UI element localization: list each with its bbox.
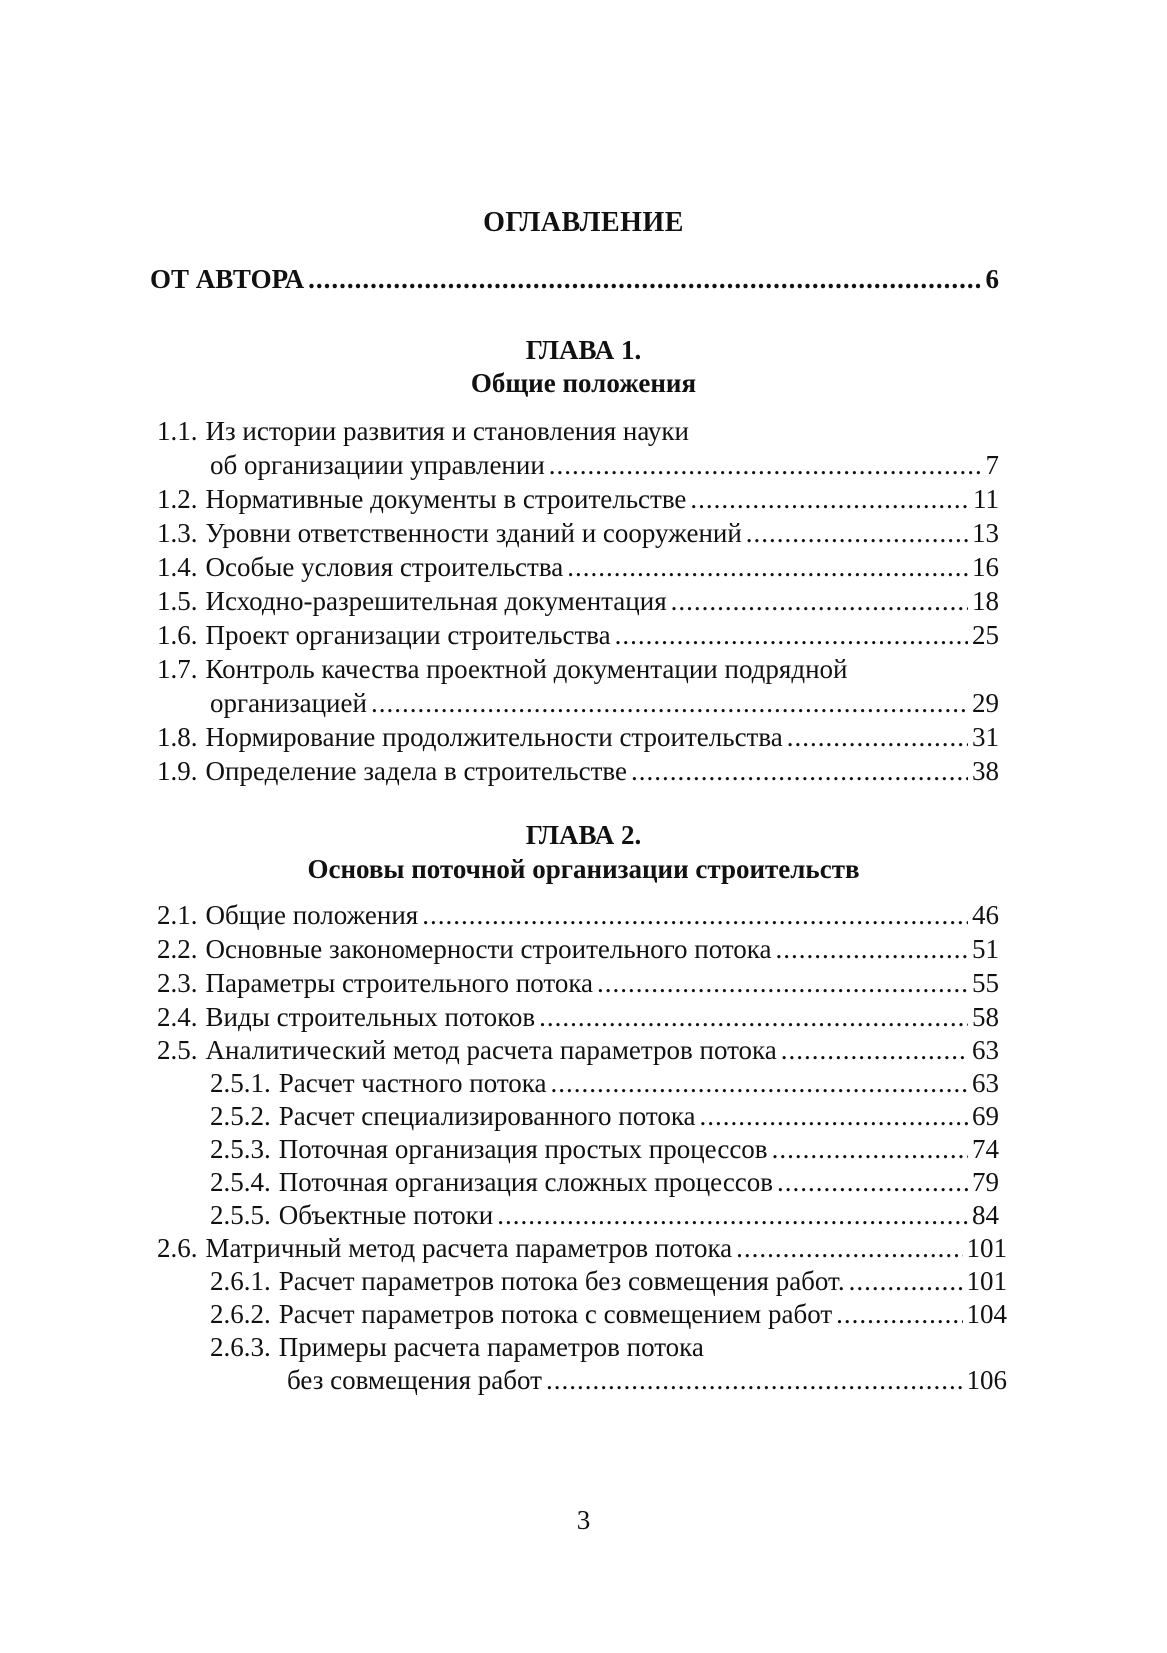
entry-text: Расчет специализированного потока: [278, 1101, 696, 1131]
dot-leader: [546, 1363, 963, 1397]
chapter-1-subtitle: Общие положения: [470, 368, 697, 398]
entry-number: 1.9.: [157, 756, 198, 786]
entry-text: Нормативные документы в строительстве: [205, 484, 687, 514]
dot-leader: [736, 1231, 962, 1265]
entry-number: 1.4.: [157, 552, 198, 582]
entry-text: Примеры расчета параметров потока: [278, 1332, 704, 1362]
toc-entry-1-7[interactable]: [157, 652, 999, 686]
entry-text: Виды строительных потоков: [205, 1002, 536, 1032]
entry-text: Аналитический метод расчета параметров потока: [205, 1035, 777, 1065]
entry-page: 58: [972, 1002, 999, 1032]
dot-leader: [497, 1198, 968, 1232]
entry-text: Параметры строительного потока: [205, 968, 594, 998]
toc-entry-2-5-3[interactable]: [210, 1132, 999, 1166]
entry-number: 2.6.: [157, 1233, 198, 1263]
entry-text: Проект организации строительства: [205, 620, 611, 650]
dot-leader: [597, 966, 968, 1000]
toc-entry-2-6-1[interactable]: [210, 1264, 1007, 1298]
entry-text: Уровни ответственности зданий и сооружений: [205, 518, 742, 548]
dot-leader: [836, 1297, 962, 1331]
toc-entry-2-6-3-cont[interactable]: [287, 1363, 1007, 1397]
entry-page: 18: [972, 586, 999, 616]
toc-entry-2-2[interactable]: [157, 932, 999, 966]
toc-entry-2-6[interactable]: [157, 1231, 1007, 1265]
toc-entry-1-1[interactable]: [157, 414, 999, 448]
entry-page: 46: [972, 900, 999, 930]
entry-text: Матричный метод расчета параметров потока: [205, 1233, 733, 1263]
dot-leader: [781, 1033, 968, 1067]
dot-leader: [772, 1132, 968, 1166]
toc-title: ОГЛАВЛЕНИЕ: [483, 207, 684, 238]
dot-leader: [700, 1099, 968, 1133]
entry-number: 1.1.: [157, 416, 198, 446]
entry-number: 2.5.1.: [210, 1068, 271, 1098]
toc-entry-1-7-cont[interactable]: [210, 686, 999, 720]
toc-entry-1-4[interactable]: [157, 550, 999, 584]
dot-leader: [549, 448, 982, 482]
entry-page: 51: [972, 934, 999, 964]
entry-page: 69: [972, 1101, 999, 1131]
entry-text: Нормирование продолжительности строительства: [205, 722, 783, 752]
entry-text: Контроль качества проектной документации подрядной: [205, 654, 848, 684]
dot-leader: [849, 1264, 963, 1298]
toc-entry-2-5-1[interactable]: [210, 1066, 999, 1100]
entry-number: 2.4.: [157, 1002, 198, 1032]
toc-entry-2-6-3[interactable]: [210, 1330, 1007, 1364]
entry-text: ОТ АВТОРА: [150, 264, 305, 294]
dot-leader: [422, 898, 968, 932]
toc-entry-2-5-4[interactable]: [210, 1165, 999, 1199]
toc-entry-1-8[interactable]: [157, 720, 999, 754]
entry-page: 106: [966, 1365, 1007, 1395]
dot-leader: [615, 618, 968, 652]
page-number: 3: [576, 1505, 591, 1535]
dot-leader: [550, 1066, 968, 1100]
dot-leader: [777, 1165, 968, 1199]
entry-page: 7: [985, 450, 999, 480]
entry-text: Расчет параметров потока с совмещением работ: [278, 1299, 833, 1329]
entry-text: Особые условия строительства: [205, 552, 564, 582]
dot-leader: [371, 686, 968, 720]
toc-entry-1-6[interactable]: [157, 618, 999, 652]
entry-number: 2.1.: [157, 900, 198, 930]
entry-number: 2.5.2.: [210, 1101, 271, 1131]
toc-entry-1-5[interactable]: [157, 584, 999, 618]
entry-text: Поточная организация простых процессов: [278, 1134, 768, 1164]
dot-leader: [631, 754, 968, 788]
entry-page: 38: [972, 756, 999, 786]
entry-text: Поточная организация сложных процессов: [278, 1167, 774, 1197]
entry-number: 1.2.: [157, 484, 198, 514]
entry-page: 31: [972, 722, 999, 752]
dot-leader: [308, 262, 981, 296]
toc-entry-2-1[interactable]: [157, 898, 999, 932]
dot-leader: [690, 482, 969, 516]
entry-text: организацией: [210, 688, 367, 718]
entry-page: 13: [972, 518, 999, 548]
entry-number: 2.3.: [157, 968, 198, 998]
entry-page: 11: [973, 484, 999, 514]
entry-number: 2.6.3.: [210, 1332, 271, 1362]
entry-number: 1.3.: [157, 518, 198, 548]
entry-page: 63: [972, 1068, 999, 1098]
entry-page: 79: [972, 1167, 999, 1197]
entry-number: 2.6.1.: [210, 1266, 271, 1296]
entry-page: 84: [972, 1200, 999, 1230]
dot-leader: [787, 720, 968, 754]
entry-page: 55: [972, 968, 999, 998]
entry-page: 25: [972, 620, 999, 650]
toc-entry-1-3[interactable]: [157, 516, 999, 550]
toc-entry-2-6-2[interactable]: [210, 1297, 1007, 1331]
dot-leader: [775, 932, 968, 966]
entry-number: 1.5.: [157, 586, 198, 616]
entry-text: Основные закономерности строительного потока: [205, 934, 772, 964]
entry-page: 16: [972, 552, 999, 582]
toc-entry-1-2[interactable]: [157, 482, 999, 516]
dot-leader: [671, 584, 968, 618]
toc-entry-2-5[interactable]: [157, 1033, 999, 1067]
entry-number: 2.5.3.: [210, 1134, 271, 1164]
entry-number: 2.5.5.: [210, 1200, 271, 1230]
toc-entry-2-4[interactable]: [157, 1000, 999, 1034]
entry-text: без совмещения работ: [287, 1365, 542, 1395]
entry-text: Определение задела в строительстве: [205, 756, 627, 786]
toc-entry-1-1-cont[interactable]: [210, 448, 999, 482]
entry-text: Объектные потоки: [278, 1200, 494, 1230]
chapter-1-heading: ГЛАВА 1.: [525, 335, 642, 365]
entry-text: Из истории развития и становления науки: [205, 416, 689, 446]
entry-page: 63: [972, 1035, 999, 1065]
entry-number: 2.5.: [157, 1035, 198, 1065]
entry-number: 1.8.: [157, 722, 198, 752]
toc-entry-preface[interactable]: [150, 262, 999, 296]
entry-number: 1.7.: [157, 654, 198, 684]
entry-number: 2.2.: [157, 934, 198, 964]
entry-page: 101: [966, 1233, 1007, 1263]
entry-text: Расчет частного потока: [278, 1068, 547, 1098]
toc-entry-2-5-2[interactable]: [210, 1099, 999, 1133]
entry-page: 104: [966, 1299, 1007, 1329]
toc-entry-1-9[interactable]: [157, 754, 999, 788]
entry-page: 74: [972, 1134, 999, 1164]
entry-page: 29: [972, 688, 999, 718]
chapter-2-subtitle: Основы поточной организации строительств: [307, 854, 860, 884]
chapter-2-heading: ГЛАВА 2.: [525, 820, 642, 850]
toc-entry-2-5-5[interactable]: [210, 1198, 999, 1232]
entry-text: Расчет параметров потока без совмещения работ.: [278, 1266, 845, 1296]
entry-number: 2.6.2.: [210, 1299, 271, 1329]
entry-number: 1.6.: [157, 620, 198, 650]
entry-text: Исходно-разрешительная документация: [205, 586, 667, 616]
entry-text: об организациии управлении: [210, 450, 545, 480]
entry-page: 6: [985, 264, 999, 294]
dot-leader: [567, 550, 968, 584]
dot-leader: [746, 516, 968, 550]
dot-leader: [539, 1000, 968, 1034]
toc-entry-2-3[interactable]: [157, 966, 999, 1000]
entry-number: 2.5.4.: [210, 1167, 271, 1197]
entry-page: 101: [966, 1266, 1007, 1296]
entry-text: Общие положения: [205, 900, 419, 930]
